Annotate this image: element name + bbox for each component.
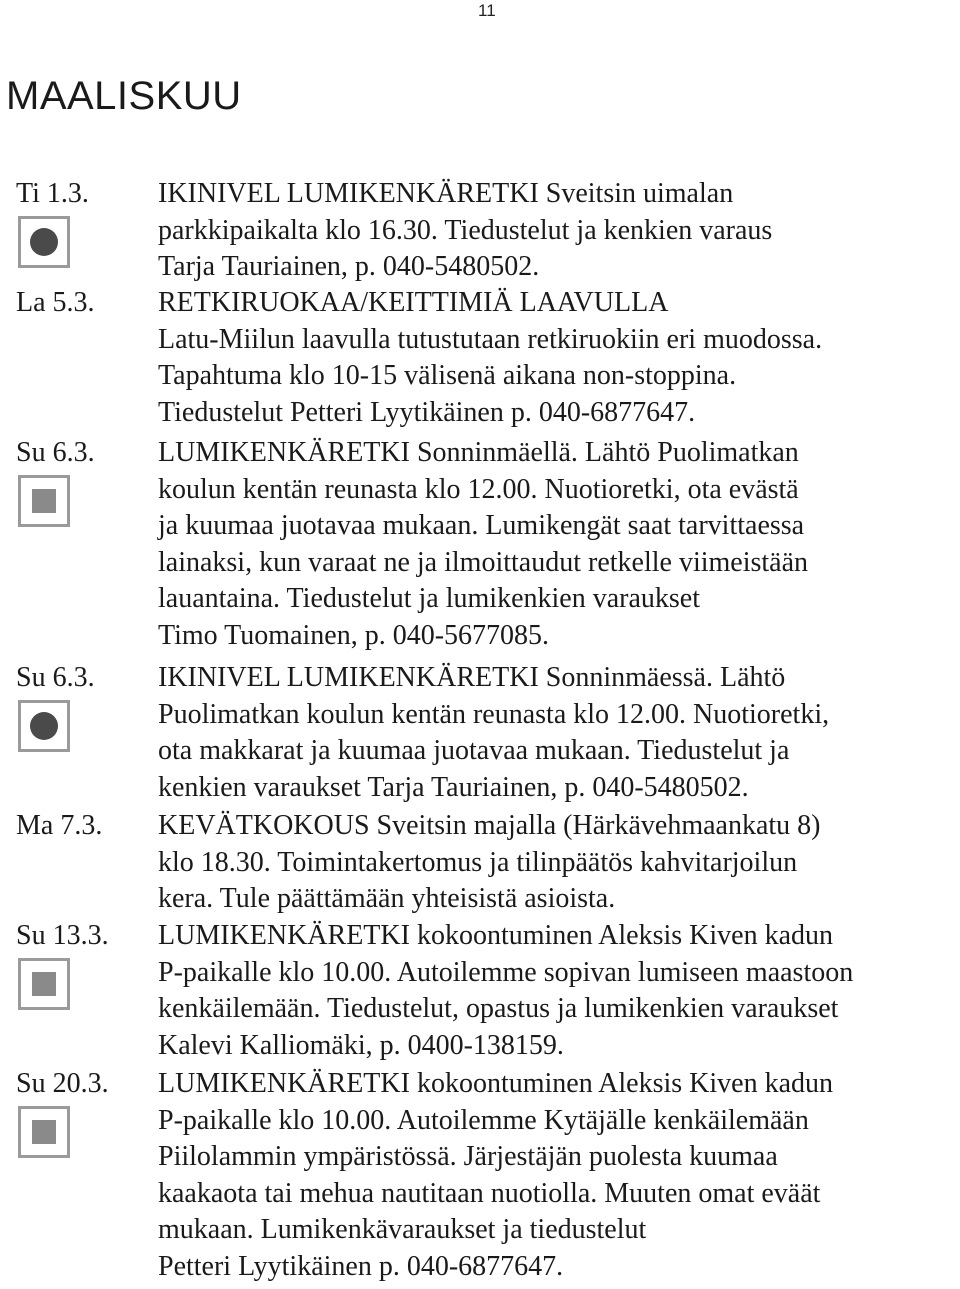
square-icon <box>18 1106 70 1158</box>
event-description: RETKIRUOKAA/KEITTIMIÄ LAAVULLA Latu-Miilun laavulla tutustutaan retkiruokiin eri muodossa. Tapahtuma klo 10-15 välisenä aikana non-stoppina. Tiedustelut Petteri Lyytikäinen p. 040-6877647. <box>158 287 823 428</box>
event-date: Su 6.3. <box>16 662 95 693</box>
event-description: LUMIKENKÄRETKI kokoontuminen Aleksis Kiven kadun P-paikalle klo 10.00. Autoilemme sopivan lumiseen maastoon kenkäilemään. Tiedustelut, opastus ja lumikenkien varaukset Kalevi Kalliomäki, p. 0400-138159. <box>158 920 854 1061</box>
page-number: 11 <box>478 1 496 20</box>
event-description: KEVÄTKOKOUS Sveitsin majalla (Härkävehmaankatu 8) klo 18.30. Toimintakertomus ja tilinpäätös kahvitarjoilun kera. Tule päättämään yhteisistä asioista. <box>158 810 821 914</box>
month-title: MAALISKUU <box>6 74 242 118</box>
event-date: Ti 1.3. <box>16 178 89 209</box>
square-icon <box>18 475 70 527</box>
event-description: IKINIVEL LUMIKENKÄRETKI Sonninmäessä. Lähtö Puolimatkan koulun kentän reunasta klo 12.00. Nuotioretki, ota makkarat ja kuumaa juotavaa mukaan. Tiedustelut ja kenkien varaukset Tarja Tauriainen, p. 040-5480502. <box>158 662 830 803</box>
event-description: LUMIKENKÄRETKI Sonninmäellä. Lähtö Puolimatkan koulun kentän reunasta klo 12.00. Nuotioretki, ota evästä ja kuumaa juotavaa mukaan. Lumikengät saat tarvittaessa lainaksi, kun varaat ne ja ilmoittaudut retkelle viimeistään lauantaina. Tiedustelut ja lumikenkien varaukset Timo Tuomainen, p. 040-5677085. <box>158 437 809 651</box>
event-description: LUMIKENKÄRETKI kokoontuminen Aleksis Kiven kadun P-paikalle klo 10.00. Autoilemme Kytäjälle kenkäilemään Piilolammin ympäristössä. Järjestäjän puolesta kuumaa kaakaota tai mehua nautitaan nuotiolla. Muuten omat eväät mukaan. Lumikenkävaraukset ja tiedustelut Petteri Lyytikäinen p. 040-6877647. <box>158 1068 834 1282</box>
event-description: IKINIVEL LUMIKENKÄRETKI Sveitsin uimalan parkkipaikalta klo 16.30. Tiedustelut ja kenkien varaus Tarja Tauriainen, p. 040-5480502. <box>158 178 773 282</box>
circle-icon <box>18 700 70 752</box>
event-date: Su 6.3. <box>16 437 95 468</box>
event-date: La 5.3. <box>16 287 95 318</box>
event-date: Su 20.3. <box>16 1068 109 1099</box>
event-date: Su 13.3. <box>16 920 109 951</box>
event-date: Ma 7.3. <box>16 810 103 841</box>
square-icon <box>18 958 70 1010</box>
circle-icon <box>18 216 70 268</box>
